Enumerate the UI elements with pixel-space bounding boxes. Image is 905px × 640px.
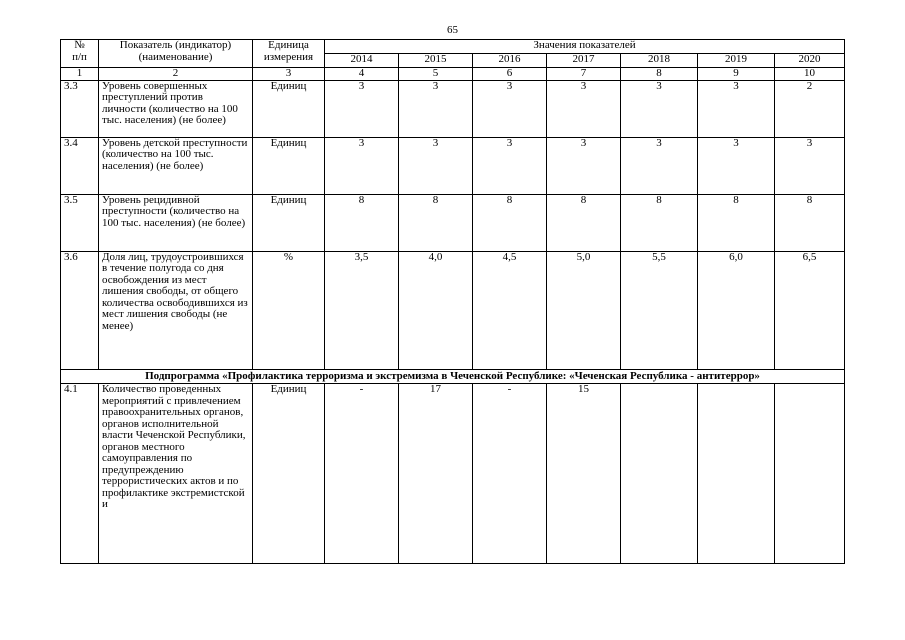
row-unit: %: [253, 251, 325, 369]
subprogram-title: Подпрограмма «Профилактика терроризма и экстремизма в Чеченской Республике: «Чеченская Республика - антитеррор»: [61, 369, 845, 384]
row-unit: Единиц: [253, 384, 325, 564]
table-row: [61, 384, 845, 564]
row-value: [621, 384, 698, 564]
column-number: 1: [61, 68, 99, 81]
column-number: 8: [621, 68, 698, 81]
row-value: 3: [473, 80, 547, 137]
header-num: № п/п: [61, 40, 99, 68]
row-value: -: [473, 384, 547, 564]
header-year: 2016: [473, 54, 547, 68]
row-value: 3: [621, 137, 698, 194]
header-values-group: Значения показателей: [325, 40, 845, 54]
row-value: 8: [621, 194, 698, 251]
column-number: 10: [775, 68, 845, 81]
row-value: 3: [399, 80, 473, 137]
row-value: 3: [698, 137, 775, 194]
header-indicator: Показатель (индикатор) (наименование): [99, 40, 253, 68]
header-year: 2019: [698, 54, 775, 68]
row-value: 4,0: [399, 251, 473, 369]
row-unit: Единиц: [253, 137, 325, 194]
column-number: 5: [399, 68, 473, 81]
row-value: 3: [547, 80, 621, 137]
header-year: 2018: [621, 54, 698, 68]
header-year: 2020: [775, 54, 845, 68]
row-value: [775, 384, 845, 564]
row-value: 17: [399, 384, 473, 564]
row-value: 3: [775, 137, 845, 194]
subprogram-row: [61, 369, 845, 384]
table-row: [61, 137, 845, 194]
row-number: 4.1: [61, 384, 99, 564]
row-indicator: Уровень совершенных преступлений против личности (количество на 100 тыс. населения) (не более): [99, 80, 253, 137]
row-value: 3: [698, 80, 775, 137]
row-value: 3: [399, 137, 473, 194]
row-value: 3: [325, 80, 399, 137]
row-number: 3.4: [61, 137, 99, 194]
header-year: 2015: [399, 54, 473, 68]
column-numbers-row: [61, 68, 845, 81]
row-value: 5,0: [547, 251, 621, 369]
row-unit: Единиц: [253, 80, 325, 137]
row-number: 3.6: [61, 251, 99, 369]
row-value: 4,5: [473, 251, 547, 369]
row-value: 8: [325, 194, 399, 251]
row-value: [698, 384, 775, 564]
row-value: 3,5: [325, 251, 399, 369]
row-value: -: [325, 384, 399, 564]
page-number: 65: [447, 24, 458, 36]
row-value: 8: [399, 194, 473, 251]
row-value: 5,5: [621, 251, 698, 369]
row-value: 15: [547, 384, 621, 564]
row-value: 3: [325, 137, 399, 194]
row-value: 8: [698, 194, 775, 251]
row-indicator: Количество проведенных мероприятий с привлечением правоохранительных органов, органов исполнительной власти Чеченской Республики, органов местного самоуправления по предупреждению террористических актов и по профилактике экстремистской и: [99, 384, 253, 564]
column-number: 9: [698, 68, 775, 81]
header-year: 2014: [325, 54, 399, 68]
header-unit: Единица измерения: [253, 40, 325, 68]
row-value: 8: [547, 194, 621, 251]
column-number: 6: [473, 68, 547, 81]
column-number: 7: [547, 68, 621, 81]
row-value: 6,0: [698, 251, 775, 369]
indicators-table: [60, 39, 845, 564]
row-number: 3.3: [61, 80, 99, 137]
row-indicator: Уровень рецидивной преступности (количество на 100 тыс. населения) (не более): [99, 194, 253, 251]
row-number: 3.5: [61, 194, 99, 251]
table-row: [61, 80, 845, 137]
column-number: 4: [325, 68, 399, 81]
row-value: 2: [775, 80, 845, 137]
row-value: 8: [775, 194, 845, 251]
row-value: 3: [621, 80, 698, 137]
row-value: 8: [473, 194, 547, 251]
column-number: 3: [253, 68, 325, 81]
column-number: 2: [99, 68, 253, 81]
header-year: 2017: [547, 54, 621, 68]
table-row: [61, 251, 845, 369]
table-row: [61, 194, 845, 251]
row-value: 6,5: [775, 251, 845, 369]
row-unit: Единиц: [253, 194, 325, 251]
row-value: 3: [473, 137, 547, 194]
row-value: 3: [547, 137, 621, 194]
row-indicator: Доля лиц, трудоустроившихся в течение полугода со дня освобождения из мест лишения свободы, от общего количества освободившихся из мест лишения свободы (не менее): [99, 251, 253, 369]
row-indicator: Уровень детской преступности (количество на 100 тыс. населения) (не более): [99, 137, 253, 194]
